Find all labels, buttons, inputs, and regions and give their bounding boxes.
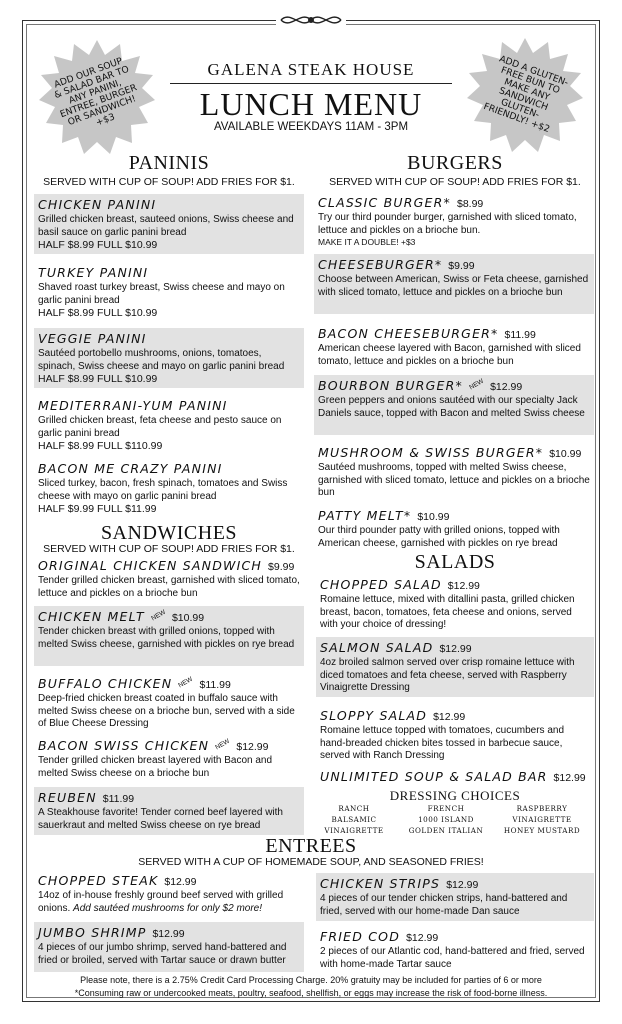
item-desc: Shaved roast turkey breast, Swiss cheese and mayo on garlic panini bread [38,282,285,306]
item-name: BUFFALO CHICKEN [38,676,173,691]
burgers-title: BURGERS [407,152,503,174]
menu-item [34,555,304,601]
item-desc: Sliced turkey, bacon, fresh spinach, tomatoes and Swiss cheese with mayo on garlic panini bread [38,478,288,502]
menu-item [316,873,594,921]
item-name: ORIGINAL CHICKEN SANDWICH [38,558,263,573]
item-name: BACON ME CRAZY PANINI [38,461,223,476]
burgers-subtitle: SERVED WITH CUP OF SOUP! ADD FRIES FOR $1. [329,176,581,188]
burst-right-text: ADD A GLUTEN-FREE BUN TO MAKE ANY SANDWICH GLUTEN-FRIENDLY! +$2 [482,53,570,136]
item-desc: Choose between American, Swiss or Feta cheese, garnished with sliced tomato, lettuce and pickles on a brioche bun [318,274,589,298]
dressing-col-3 [502,803,582,836]
item-price: $12.99 [446,879,479,891]
item-name: CHICKEN MELT [38,609,145,624]
menu-item [34,458,304,518]
item-name: BOURBON BURGER* [318,378,463,393]
dressing-col-1 [316,803,392,836]
item-name: JUMBO SHRIMP [38,925,147,940]
item-name: MUSHROOM & SWISS BURGER* [318,445,544,460]
item-price: $10.99 [171,612,205,624]
item-price: HALF $8.99 FULL $10.99 [38,239,158,251]
item-price: $12.99 [553,772,586,784]
item-desc: Romaine lettuce topped with tomatoes, cucumbers and hand-breaded chicken bites tossed in barbecue sauce, served with Ranch Dressing [320,725,565,761]
item-price: $11.99 [504,329,536,341]
item-desc: A Steakhouse favorite! Tender corned beef layered with sauerkraut and melted Swiss cheese on rye bread [38,807,283,831]
menu-item [34,870,304,916]
item-name: SLOPPY SALAD [320,708,428,723]
dressing-option: GOLDEN ITALIAN [408,826,484,835]
menu-item [316,637,594,697]
item-desc: Grilled chicken breast, sauteed onions, Swiss cheese and basil sauce on garlic panini bread [38,214,294,238]
item-name: TURKEY PANINI [38,265,149,280]
dressing-option: RANCH [338,804,370,813]
dressing-option: RASPBERRY VINAIGRETTE [512,804,572,824]
item-desc: 2 pieces of our Atlantic cod, hand-battered and fried, served with home-made Tartar sauce [320,946,585,970]
footer-note: Please note, there is a 2.75% Credit Card Processing Charge. 20% gratuity may be included for parties of 6 or more [80,975,542,985]
menu-item [34,395,304,455]
item-desc: Grilled chicken breast, feta cheese and pesto sauce on garlic panini bread [38,415,282,439]
menu-item [316,766,594,786]
entrees-title: ENTREES [265,835,357,857]
item-name: BACON CHEESEBURGER* [318,326,499,341]
item-price: $11.99 [102,793,135,805]
dressing-choices-title: DRESSING CHOICES [389,788,521,803]
item-desc: Tender grilled chicken breast layered with Bacon and melted Swiss cheese on a brioche bun [38,755,273,779]
menu-item [34,606,304,666]
item-price: $11.99 [199,679,231,691]
scroll-ornament-icon [276,8,346,32]
item-desc: Our third pounder patty with grilled onions, topped with American cheese, garnished with pickles on rye bread [318,525,560,549]
item-price: $12.99 [164,876,197,888]
new-badge: NEW [150,608,167,623]
item-name: UNLIMITED SOUP & SALAD BAR [320,769,548,784]
item-price: $12.99 [406,932,439,944]
menu-item [316,926,594,972]
dressing-option: BALSAMIC VINAIGRETTE [324,815,384,835]
item-desc: 4oz broiled salmon served over crisp romaine lettuce with diced tomatoes and feta cheese, served with Raspberry Vinaigrette Dressing [320,657,575,693]
burst-left-text: ADD OUR SOUP & SALAD BAR TO ANY PANINI, ENTREE, BURGER OR SANDWICH! +$3 [52,55,139,129]
dressing-option: HONEY MUSTARD [503,826,581,835]
item-desc: Green peppers and onions sautéed with our specialty Jack Daniels sauce, topped with Bacon and melted Swiss cheese [318,395,585,419]
item-price: $12.99 [447,580,480,592]
paninis-subtitle: SERVED WITH CUP OF SOUP! ADD FRIES FOR $1. [43,176,295,188]
item-price: $10.99 [417,511,450,523]
item-desc: Sautéed portobello mushrooms, onions, tomatoes, spinach, Swiss cheese and mayo on garlic panini bread [38,348,285,372]
item-extra: MAKE IT A DOUBLE! +$3 [318,237,416,247]
item-name: CHOPPED STEAK [38,873,159,888]
item-name: CHICKEN PANINI [38,197,157,212]
menu-item [314,323,594,369]
item-name: VEGGIE PANINI [38,331,147,346]
entrees-subtitle: SERVED WITH A CUP OF HOMEMADE SOUP, AND SEASONED FRIES! [138,856,484,868]
new-badge: NEW [214,737,232,752]
item-name: CHICKEN STRIPS [320,876,441,891]
item-name: SALMON SALAD [320,640,434,655]
item-price: $12.99 [433,711,466,723]
item-name: BACON SWISS CHICKEN [38,738,210,753]
item-name: PATTY MELT* [318,508,412,523]
menu-item [314,375,594,435]
item-desc: Romaine lettuce, mixed with ditallini pasta, grilled chicken breast, bacon, tomatoes, feta cheese and onions, served with your choice of dressing! [320,594,575,630]
item-price: HALF $8.99 FULL $110.99 [38,440,163,452]
menu-item [34,787,304,835]
menu-item [316,574,594,632]
item-desc: Tender grilled chicken breast, garnished with sliced tomato, lettuce and pickles on a brioche bun [38,575,300,599]
menu-item [34,194,304,254]
menu-item [316,705,594,763]
item-name: CLASSIC BURGER* [318,195,451,210]
availability-note: AVAILABLE WEEKDAYS 11AM - 3PM [213,121,409,133]
new-badge: NEW [177,675,195,690]
item-price: $9.99 [268,561,295,573]
menu-item [34,262,304,322]
dressing-option: 1000 ISLAND [418,815,474,824]
item-price: $12.99 [152,928,185,940]
promo-burst-left [38,38,156,156]
item-name: REUBEN [38,790,97,805]
item-price: HALF $9.99 FULL $11.99 [38,503,157,515]
item-price: $12.99 [490,381,523,393]
sandwiches-title: SANDWICHES [100,522,238,544]
item-desc: Try our third pounder burger, garnished with sliced tomato, lettuce and pickles on a brioche bun. [318,212,577,236]
menu-item [34,328,304,388]
item-price: $8.99 [456,198,484,210]
promo-burst-right [466,36,584,154]
menu-item [34,735,304,781]
new-badge: NEW [468,377,485,392]
restaurant-name: GALENA STEAK HOUSE [170,60,452,84]
menu-item [314,442,594,500]
item-desc: Sautéed mushrooms, topped with melted Swiss cheese, garnished with sliced tomato, lettuce and pickles on a brioche bun [318,462,590,498]
item-price: $12.99 [439,643,472,655]
item-price: HALF $8.99 FULL $10.99 [38,307,158,319]
dressing-col-2 [406,803,486,836]
menu-title: LUNCH MENU [199,86,423,122]
item-desc: 4 pieces of our tender chicken strips, hand-battered and fried, served with our home-made Dan sauce [320,893,568,917]
item-desc: 14oz of in-house freshly ground beef served with grilled onions. [38,890,284,914]
dressing-option: FRENCH [427,804,465,813]
sandwiches-subtitle: SERVED WITH CUP OF SOUP! ADD FRIES FOR $1. [43,543,295,555]
menu-item [314,254,594,314]
menu-item [34,922,304,972]
item-desc: American cheese layered with Bacon, garnished with sliced tomato, lettuce and pickles on a brioche bun [318,343,581,367]
salads-title: SALADS [414,551,496,573]
menu-item [34,673,304,733]
item-desc: Tender chicken breast with grilled onions, topped with melted Swiss cheese, garnished with pickles on rye bread [38,626,295,650]
item-price: $10.99 [549,448,582,460]
item-name: CHEESEBURGER* [318,257,443,272]
item-price: $9.99 [448,260,475,272]
item-desc: Deep-fried chicken breast coated in buffalo sauce with melted Swiss cheese on a brioche bun, served with a side of Blue Cheese Dressing [38,693,295,729]
item-price: HALF $8.99 FULL $10.99 [38,373,158,385]
footer-disclaimer: *Consuming raw or undercooked meats, poultry, seafood, shellfish, or eggs may increase the risk of food-borne illness. [74,988,548,998]
item-name: CHOPPED SALAD [320,577,442,592]
item-desc: 4 pieces of our jumbo shrimp, served hand-battered and fried or broiled, served with Tartar sauce or drawn butter [38,942,287,966]
paninis-title: PANINIS [128,152,210,174]
menu-item [314,192,594,250]
item-name: FRIED COD [320,929,401,944]
item-desc-note: Add sautéed mushrooms for only $2 more! [73,902,263,914]
item-name: MEDITERRANI-YUM PANINI [38,398,228,413]
item-price: $12.99 [236,741,269,753]
menu-item [314,505,594,551]
